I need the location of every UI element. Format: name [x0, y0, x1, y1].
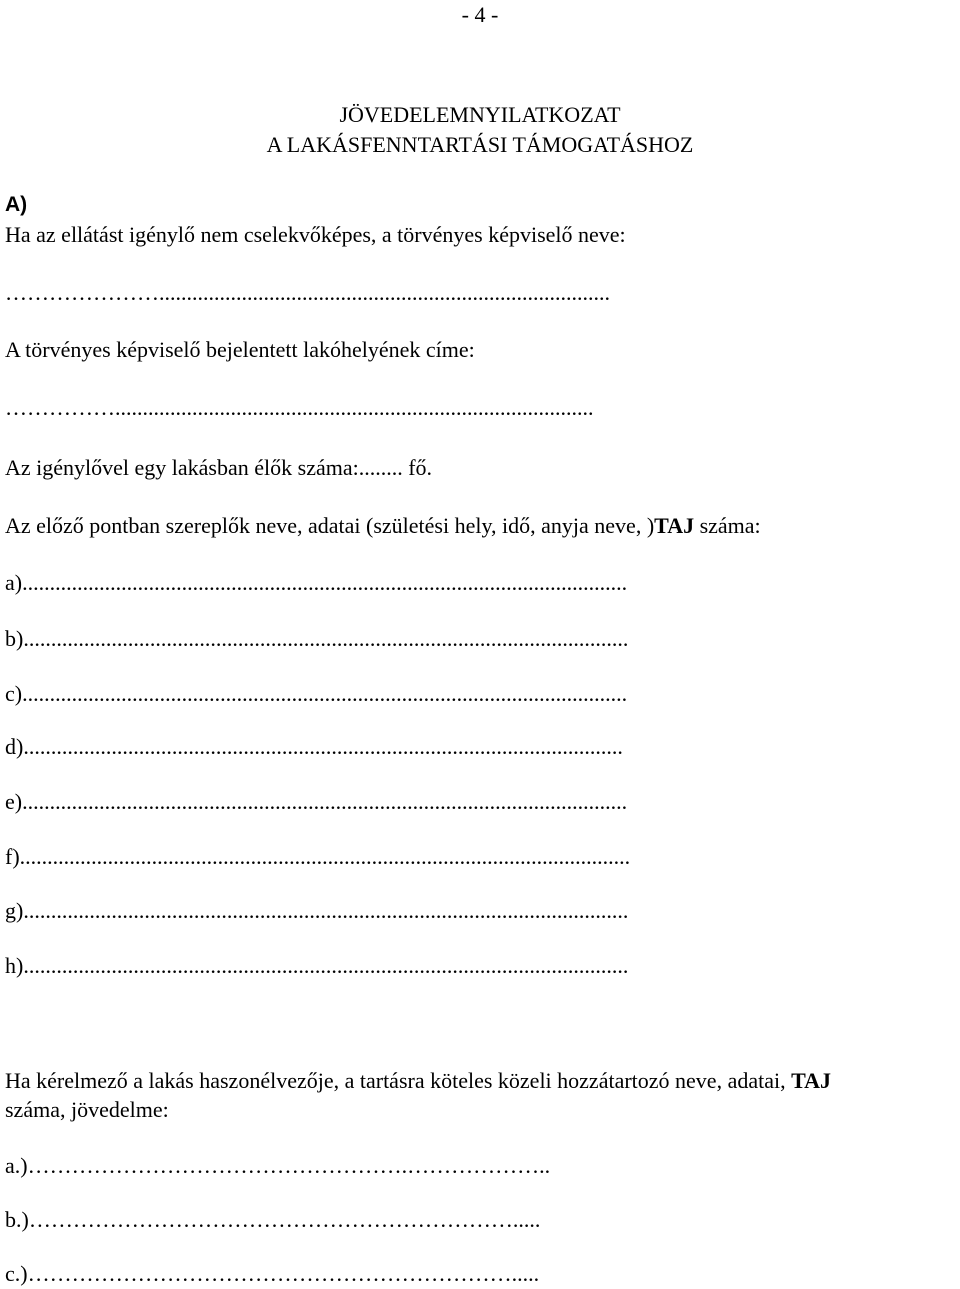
members-label-taj: TAJ — [654, 513, 695, 538]
member-line-d[interactable]: d)............................................................................................................. — [5, 734, 623, 759]
relative-line-b[interactable]: b.)…………………………………………………………..... — [5, 1207, 541, 1232]
member-line-g[interactable]: g).............................................................................................................. — [5, 898, 629, 923]
household-count-line: Az igénylővel egy lakásban élők száma:........ fő. — [5, 455, 433, 480]
usufruct-label — [5, 1068, 831, 1094]
member-line-f[interactable]: f)............................................................................................................... — [5, 844, 631, 869]
document-title: JÖVEDELEMNYILATKOZAT — [339, 102, 621, 127]
members-label-text: Az előző pontban szereplők neve, adatai (születési hely, idő, anyja neve, ) — [5, 513, 655, 538]
member-line-e[interactable]: e).............................................................................................................. — [5, 789, 628, 814]
representative-name-field[interactable]: ………………….................................................................................. — [5, 280, 610, 305]
section-a-heading: A) — [5, 193, 28, 216]
relative-line-c[interactable]: c.)…………………………………………………………..... — [5, 1261, 540, 1286]
household-members-label — [5, 513, 761, 539]
usufruct-label-line2: száma, jövedelme: — [5, 1097, 169, 1122]
usufruct-label-taj: TAJ — [791, 1068, 832, 1093]
relative-line-a[interactable]: a.)…………………………………………….……………….. — [5, 1153, 551, 1178]
member-line-h[interactable]: h).............................................................................................................. — [5, 953, 629, 978]
member-line-c[interactable]: c).............................................................................................................. — [5, 681, 628, 706]
usufruct-label-text: Ha kérelmező a lakás haszonélvezője, a tartásra köteles közeli hozzátartozó neve, adatai, — [5, 1068, 792, 1093]
members-label-suffix: száma: — [694, 513, 761, 538]
representative-name-label: Ha az ellátást igénylő nem cselekvőképes, a törvényes képviselő neve: — [5, 222, 626, 247]
document-subtitle: A LAKÁSFENNTARTÁSI TÁMOGATÁSHOZ — [266, 132, 694, 157]
page-number: - 4 - — [461, 2, 499, 27]
representative-address-label: A törvényes képviselő bejelentett lakóhelyének címe: — [5, 337, 475, 362]
representative-address-field[interactable]: ……………....................................................................................... — [5, 395, 594, 420]
member-line-a[interactable]: a).............................................................................................................. — [5, 570, 628, 595]
member-line-b[interactable]: b).............................................................................................................. — [5, 626, 629, 651]
